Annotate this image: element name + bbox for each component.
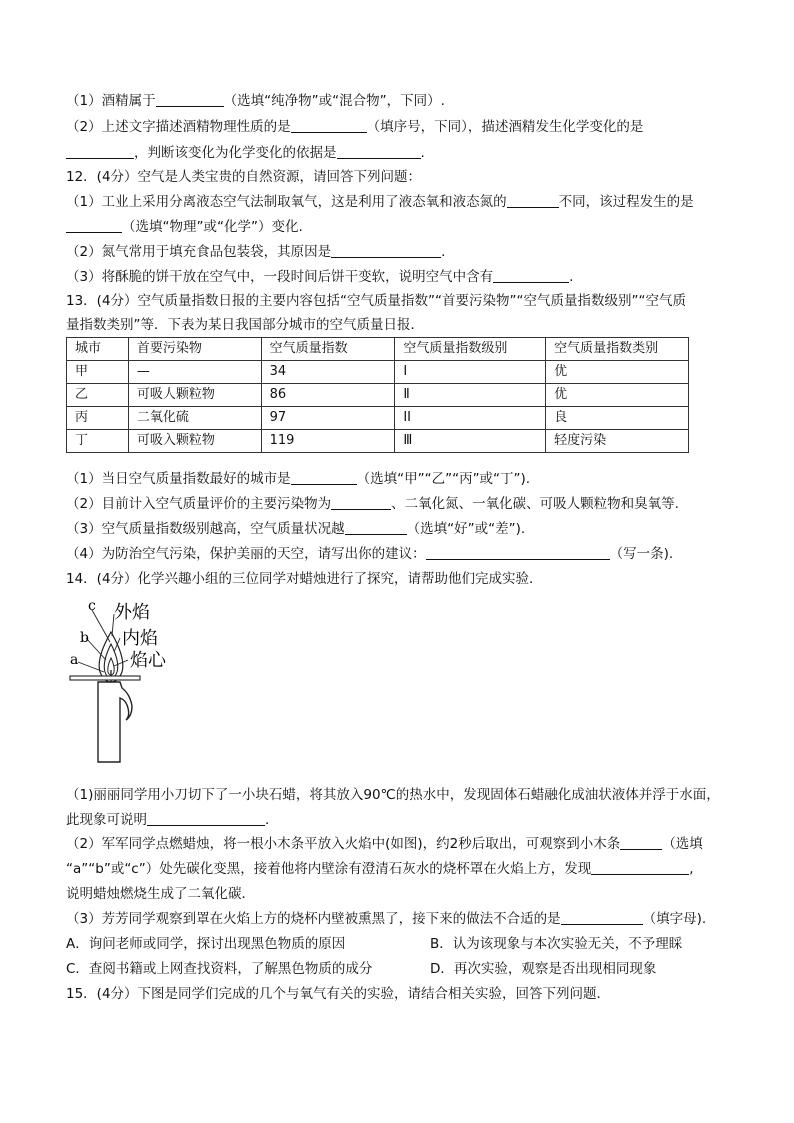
answer-blank[interactable]: [291, 118, 367, 133]
label-a: a: [70, 652, 79, 668]
header-cell: 城市: [67, 338, 129, 361]
wooden-stick: [70, 676, 140, 680]
answer-blank[interactable]: [493, 268, 569, 283]
label-flame-core: 焰心: [130, 650, 166, 671]
q13-part4: （4）为防治空气污染，保护美丽的天空，请写出你的建议： （写一条).: [66, 546, 674, 562]
table-cell: 86: [261, 384, 395, 407]
table-cell: 轻度污染: [546, 430, 689, 453]
q14-part2-line3: 说明蜡烛燃烧生成了二氧化碳．: [66, 886, 255, 902]
answer-blank[interactable]: [620, 835, 662, 850]
answer-blank[interactable]: [66, 144, 134, 159]
q14-part1-line2: 此现象可说明 .: [66, 812, 270, 828]
table-cell: Ⅱ: [395, 384, 546, 407]
pointer-a: [78, 662, 104, 672]
table-cell: —: [128, 361, 261, 384]
table-cell: 119: [261, 430, 395, 453]
q12-stem: 12．(4分）空气是人类宝贵的自然资源，请回答下列问题：: [66, 169, 422, 185]
header-cell: 空气质量指数: [261, 338, 395, 361]
q11-part2-line1: （2）上述文字描述酒精物理性质的是 （填序号，下同），描述酒精发生化学变化的是: [66, 119, 644, 135]
option-c[interactable]: C．查阅书籍或上网查找资料，了解黑色物质的成分: [66, 961, 373, 977]
label-c: c: [88, 598, 96, 614]
table-row: [67, 430, 689, 453]
answer-blank[interactable]: [591, 860, 689, 875]
answer-blank[interactable]: [561, 910, 643, 925]
pointer-core: [114, 660, 128, 666]
answer-blank[interactable]: [337, 144, 421, 159]
q11-part1: （1）酒精属于 （选填“纯净物”或“混合物”，下同）.: [66, 93, 445, 109]
answer-blank[interactable]: [331, 495, 391, 510]
table-cell: 乙: [67, 384, 129, 407]
q14-part2-line1: （2）军军同学点燃蜡烛，将一根小木条平放入火焰中(如图)，约2秒后取出，可观察到小木条 （选填: [66, 836, 703, 852]
q12-part2: （2）氮气常用于填充食品包装袋，其原因是 .: [66, 244, 446, 260]
answer-blank[interactable]: [507, 193, 559, 208]
air-quality-table: [66, 337, 689, 453]
q12-part3: （3）将酥脆的饼干放在空气中，一段时间后饼干变软，说明空气中含有 .: [66, 269, 574, 285]
answer-blank[interactable]: [147, 811, 265, 826]
table-cell: 丁: [67, 430, 129, 453]
q13-stem-line2: 量指数类别”等．下表为某日我国部分城市的空气质量日报．: [66, 317, 424, 333]
answer-blank[interactable]: [66, 218, 122, 233]
label-outer-flame: 外焰: [114, 602, 150, 623]
label-inner-flame: 内焰: [122, 628, 158, 649]
answer-blank[interactable]: [291, 470, 357, 485]
table-cell: 可吸入颗粒物: [128, 430, 261, 453]
q11-part2-line2: ，判断该变化为化学变化的依据是 .: [66, 144, 425, 162]
table-cell: 优: [546, 384, 689, 407]
answer-blank[interactable]: [345, 520, 407, 535]
header-cell: 空气质量指数级别: [395, 338, 546, 361]
header-cell: 首要污染物: [128, 338, 261, 361]
q13-part3: （3）空气质量指数级别越高，空气质量状况越 （选填“好”或“差”).: [66, 521, 526, 537]
table-row: [67, 407, 689, 430]
pointer-c: [92, 610, 110, 642]
option-b[interactable]: B．认为该现象与本次实验无关，不予理睬: [430, 936, 683, 952]
table-cell: I: [395, 361, 546, 384]
table-cell: 甲: [67, 361, 129, 384]
q14-part3: （3）芳芳同学观察到罩在火焰上方的烧杯内壁被熏黑了，接下来的做法不合适的是 （填字母).: [66, 911, 707, 927]
q13-part2: （2）目前计入空气质量评价的主要污染物为 、二氧化氮、一氧化碳、可吸人颗粒物和臭氧等.: [66, 496, 679, 512]
candle-body: [98, 682, 132, 762]
candle-flame-figure: [68, 598, 188, 768]
table-cell: II: [395, 407, 546, 430]
option-a[interactable]: A．询问老师或同学，探讨出现黑色物质的原因: [66, 936, 346, 952]
q14-stem: 14．(4分）化学兴趣小组的三位同学对蜡烛进行了探究，请帮助他们完成实验．: [66, 571, 543, 587]
q13-stem-line1: 13．(4分）空气质量指数日报的主要内容包括“空气质量指数”“首要污染物”“空气质量指数级别”“空气质: [66, 293, 686, 309]
q14-part2-line2: “a”“b”或“c”）处先碳化变黑，接着他将内壁涂有澄清石灰水的烧杯罩在火焰上方，发现 ,: [66, 861, 694, 877]
label-b: b: [80, 630, 89, 646]
table-cell: 34: [261, 361, 395, 384]
table-cell: Ⅲ: [395, 430, 546, 453]
table-cell: 97: [261, 407, 395, 430]
answer-blank[interactable]: [426, 545, 610, 560]
option-d[interactable]: D．再次实验，观察是否出现相同现象: [430, 961, 657, 977]
answer-blank[interactable]: [331, 243, 441, 258]
q13-part1: （1）当日空气质量指数最好的城市是 （选填“甲”“乙”“丙”或“丁”).: [66, 471, 531, 487]
table-cell: 优: [546, 361, 689, 384]
table-cell: 丙: [67, 407, 129, 430]
q14-part1-line1: （1)丽丽同学用小刀切下了一小块石蜡，将其放入90℃的热水中，发现固体石蜡融化成油状液体并浮于水面，: [66, 787, 720, 803]
table-header-row: [67, 338, 689, 361]
table-cell: 良: [546, 407, 689, 430]
q12-part1-line1: （1）工业上采用分离液态空气法制取氧气，这是利用了液态氧和液态氮的 不同，该过程发生的是: [66, 194, 694, 210]
table-row: [67, 361, 689, 384]
answer-blank[interactable]: [156, 92, 224, 107]
q12-part1-line2: （选填“物理”或“化学”）变化.: [66, 218, 303, 236]
header-cell: 空气质量指数类别: [546, 338, 689, 361]
table-cell: 可吸人颗粒物: [128, 384, 261, 407]
table-row: [67, 384, 689, 407]
q15-stem: 15．(4分）下图是同学们完成的几个与氧气有关的实验，请结合相关实验，回答下列问题．: [66, 986, 611, 1002]
table-cell: 二氧化硫: [128, 407, 261, 430]
